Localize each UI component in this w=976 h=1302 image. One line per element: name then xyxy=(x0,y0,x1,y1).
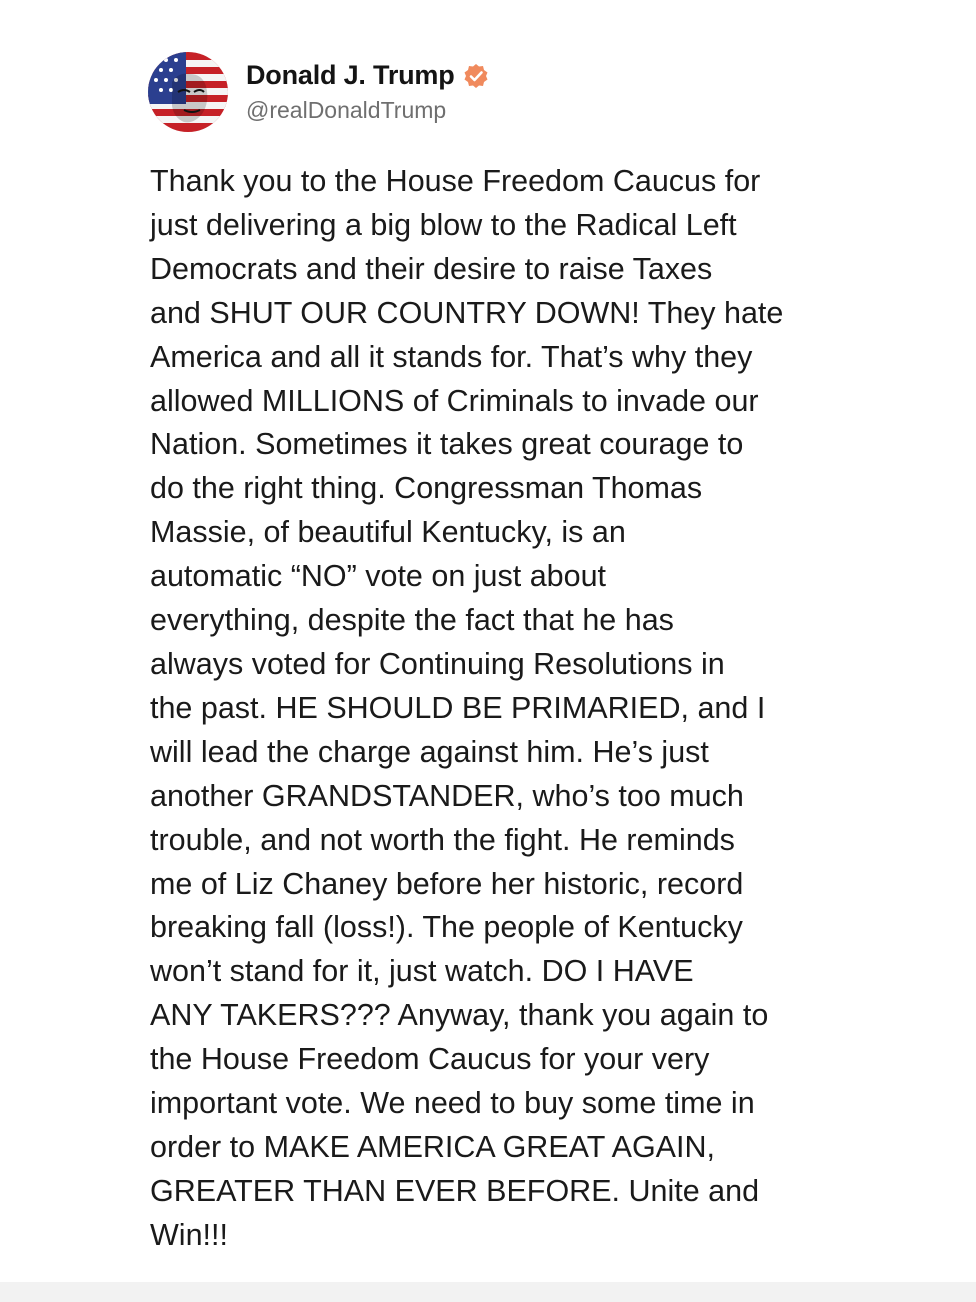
author-name-row xyxy=(246,60,489,91)
post-body-text: Thank you to the House Freedom Caucus for just delivering a big blow to the Radical Left Democrats and their desire to raise Taxes and SHUT OUR COUNTRY DOWN! They hate America and all it stands for. That’s why they allowed MILLIONS of Criminals to invade our Nation. Sometimes it takes great courage to do the right thing. Congressman Thomas Massie, of beautiful Kentucky, is an automatic “NO” vote on just about everything, despite the fact that he has always voted for Continuing Resolutions in the past. HE SHOULD BE PRIMARIED, and I will lead the charge against him. He’s just another GRANDSTANDER, who’s too much trouble, and not worth the fight. He reminds me of Liz Chaney before her historic, record breaking fall (loss!). The people of Kentucky won’t stand for it, just watch. DO I HAVE ANY TAKERS??? Anyway, thank you again to the House Freedom Caucus for your very important vote. We need to buy some time in order to MAKE AMERICA GREAT AGAIN, GREATER THAN EVER BEFORE. Unite and Win!!! xyxy=(150,164,784,1252)
avatar[interactable] xyxy=(148,52,228,132)
author-display-name[interactable]: Donald J. Trump xyxy=(246,60,455,90)
bottom-divider xyxy=(0,1282,976,1302)
post-header xyxy=(148,52,489,132)
author-handle[interactable]: @realDonaldTrump xyxy=(246,97,447,123)
author-block xyxy=(246,60,489,124)
flag-face-avatar-image xyxy=(148,52,228,132)
verified-badge-icon xyxy=(463,63,489,89)
